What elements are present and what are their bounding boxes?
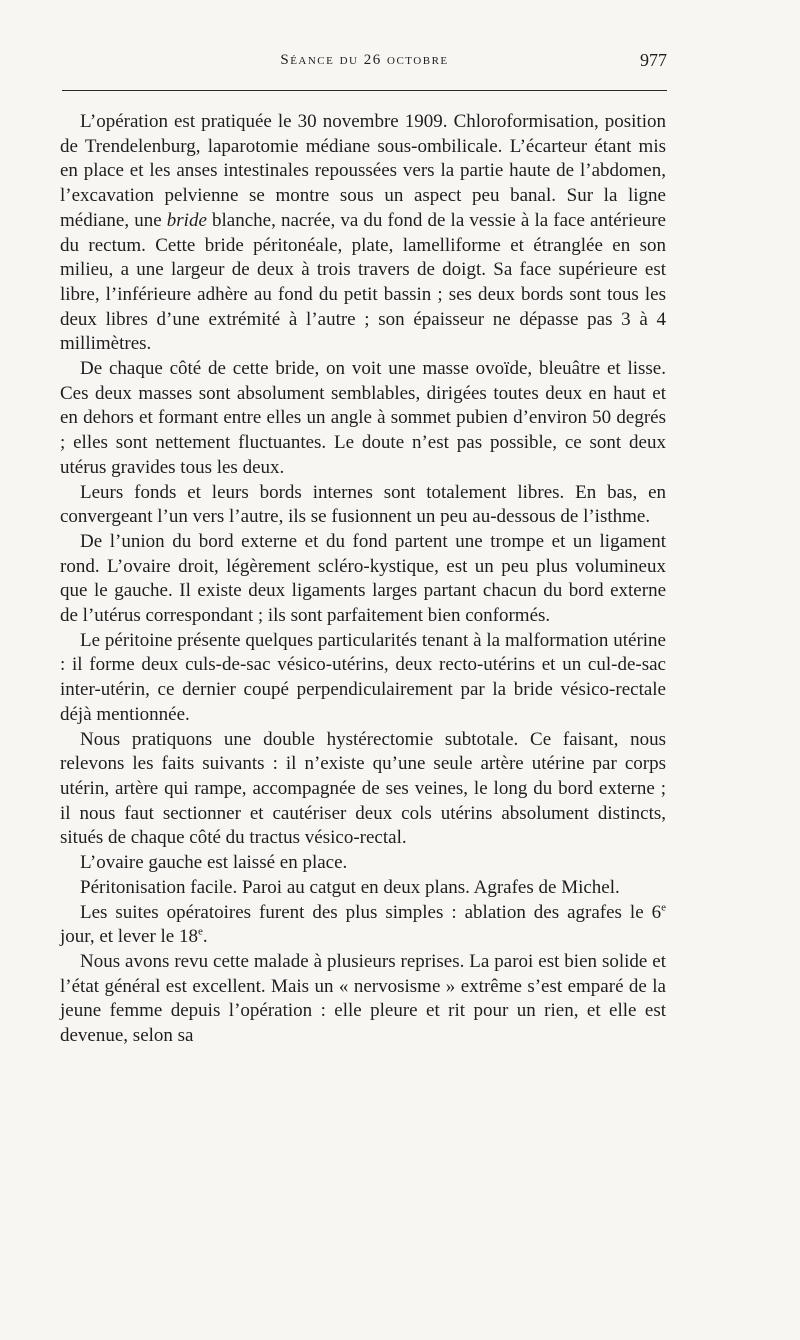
running-title: Séance du 26 octobre	[280, 52, 449, 68]
running-header	[62, 52, 667, 74]
paragraph: L’opération est pratiquée le 30 novembre 1909. Chloroformisation, position de Trendelenburg, laparotomie médiane sous-ombilicale. L’écarteur étant mis en place et les anses intestinales repoussées vers la partie haute de l’abdomen, l’excavation pelvienne se montre sous un aspect peu banal. Sur la ligne médiane, une bride blanche, nacrée, va du fond de la vessie à la face antérieure du rectum. Cette bride péritonéale, plate, lamelliforme et étranglée en son milieu, a une largeur de deux à trois travers de doigt. Sa face supérieure est libre, l’inférieure adhère au fond du petit bassin ; ses deux bords sont tous les deux libres d’une extrémité à l’autre ; son épaisseur ne dépasse pas 3 à 4 millimètres.	[60, 111, 666, 355]
emphasis-bride: bride	[166, 209, 207, 231]
paragraph: De l’union du bord externe et du fond partent une trompe et un ligament rond. L’ovaire droit, légèrement scléro-kystique, est un peu plus volumineux que le gauche. Il existe deux ligaments larges partant chacun du bord externe de l’utérus correspondant ; ils sont parfaitement bien conformés.	[60, 530, 666, 627]
paragraph: L’ovaire gauche est laissé en place.	[80, 852, 348, 874]
paragraph: Leurs fonds et leurs bords internes sont totalement libres. En bas, en convergeant l’un vers l’autre, ils se fusionnent un peu au-dessous de l’isthme.	[60, 481, 666, 528]
body-text	[60, 110, 666, 1049]
paragraph: De chaque côté de cette bride, on voit une masse ovoïde, bleuâtre et lisse. Ces deux masses sont absolument semblables, dirigées toutes deux en haut et en dehors et formant entre elles un angle à sommet pubien d’environ 50 degrés ; elles sont nettement fluctuantes. Le doute n’est pas possible, ce sont deux utérus gravides tous les deux.	[60, 358, 666, 478]
paragraph: Péritonisation facile. Paroi au catgut en deux plans. Agrafes de Michel.	[80, 876, 620, 898]
paragraph: Les suites opératoires furent des plus simples : ablation des agrafes le 6e jour, et lever le 18e.	[60, 901, 666, 948]
header-rule	[62, 90, 667, 91]
page-number: 977	[640, 50, 667, 70]
paragraph: Nous pratiquons une double hystérectomie subtotale. Ce faisant, nous relevons les faits suivants : il n’existe qu’une seule artère utérine par corps utérin, artère qui rampe, accompagnée de ses veines, le long du bord externe ; il nous faut sectionner et cautériser deux cols utérins absolument distincts, situés de chaque côté du tractus vésico-rectal.	[60, 728, 666, 849]
paragraph: Le péritoine présente quelques particularités tenant à la malformation utérine : il forme deux culs-de-sac vésico-utérins, deux recto-utérins et un cul-de-sac inter-utérin, ce dernier coupé perpendiculairement par la bride vésico-rectale déjà mentionnée.	[60, 629, 666, 725]
paragraph: Nous avons revu cette malade à plusieurs reprises. La paroi est bien solide et l’état général est excellent. Mais un « nervosisme » extrême s’est emparé de la jeune femme depuis l’opération : elle pleure et rit pour un rien, et elle est devenue, selon sa	[60, 950, 666, 1047]
